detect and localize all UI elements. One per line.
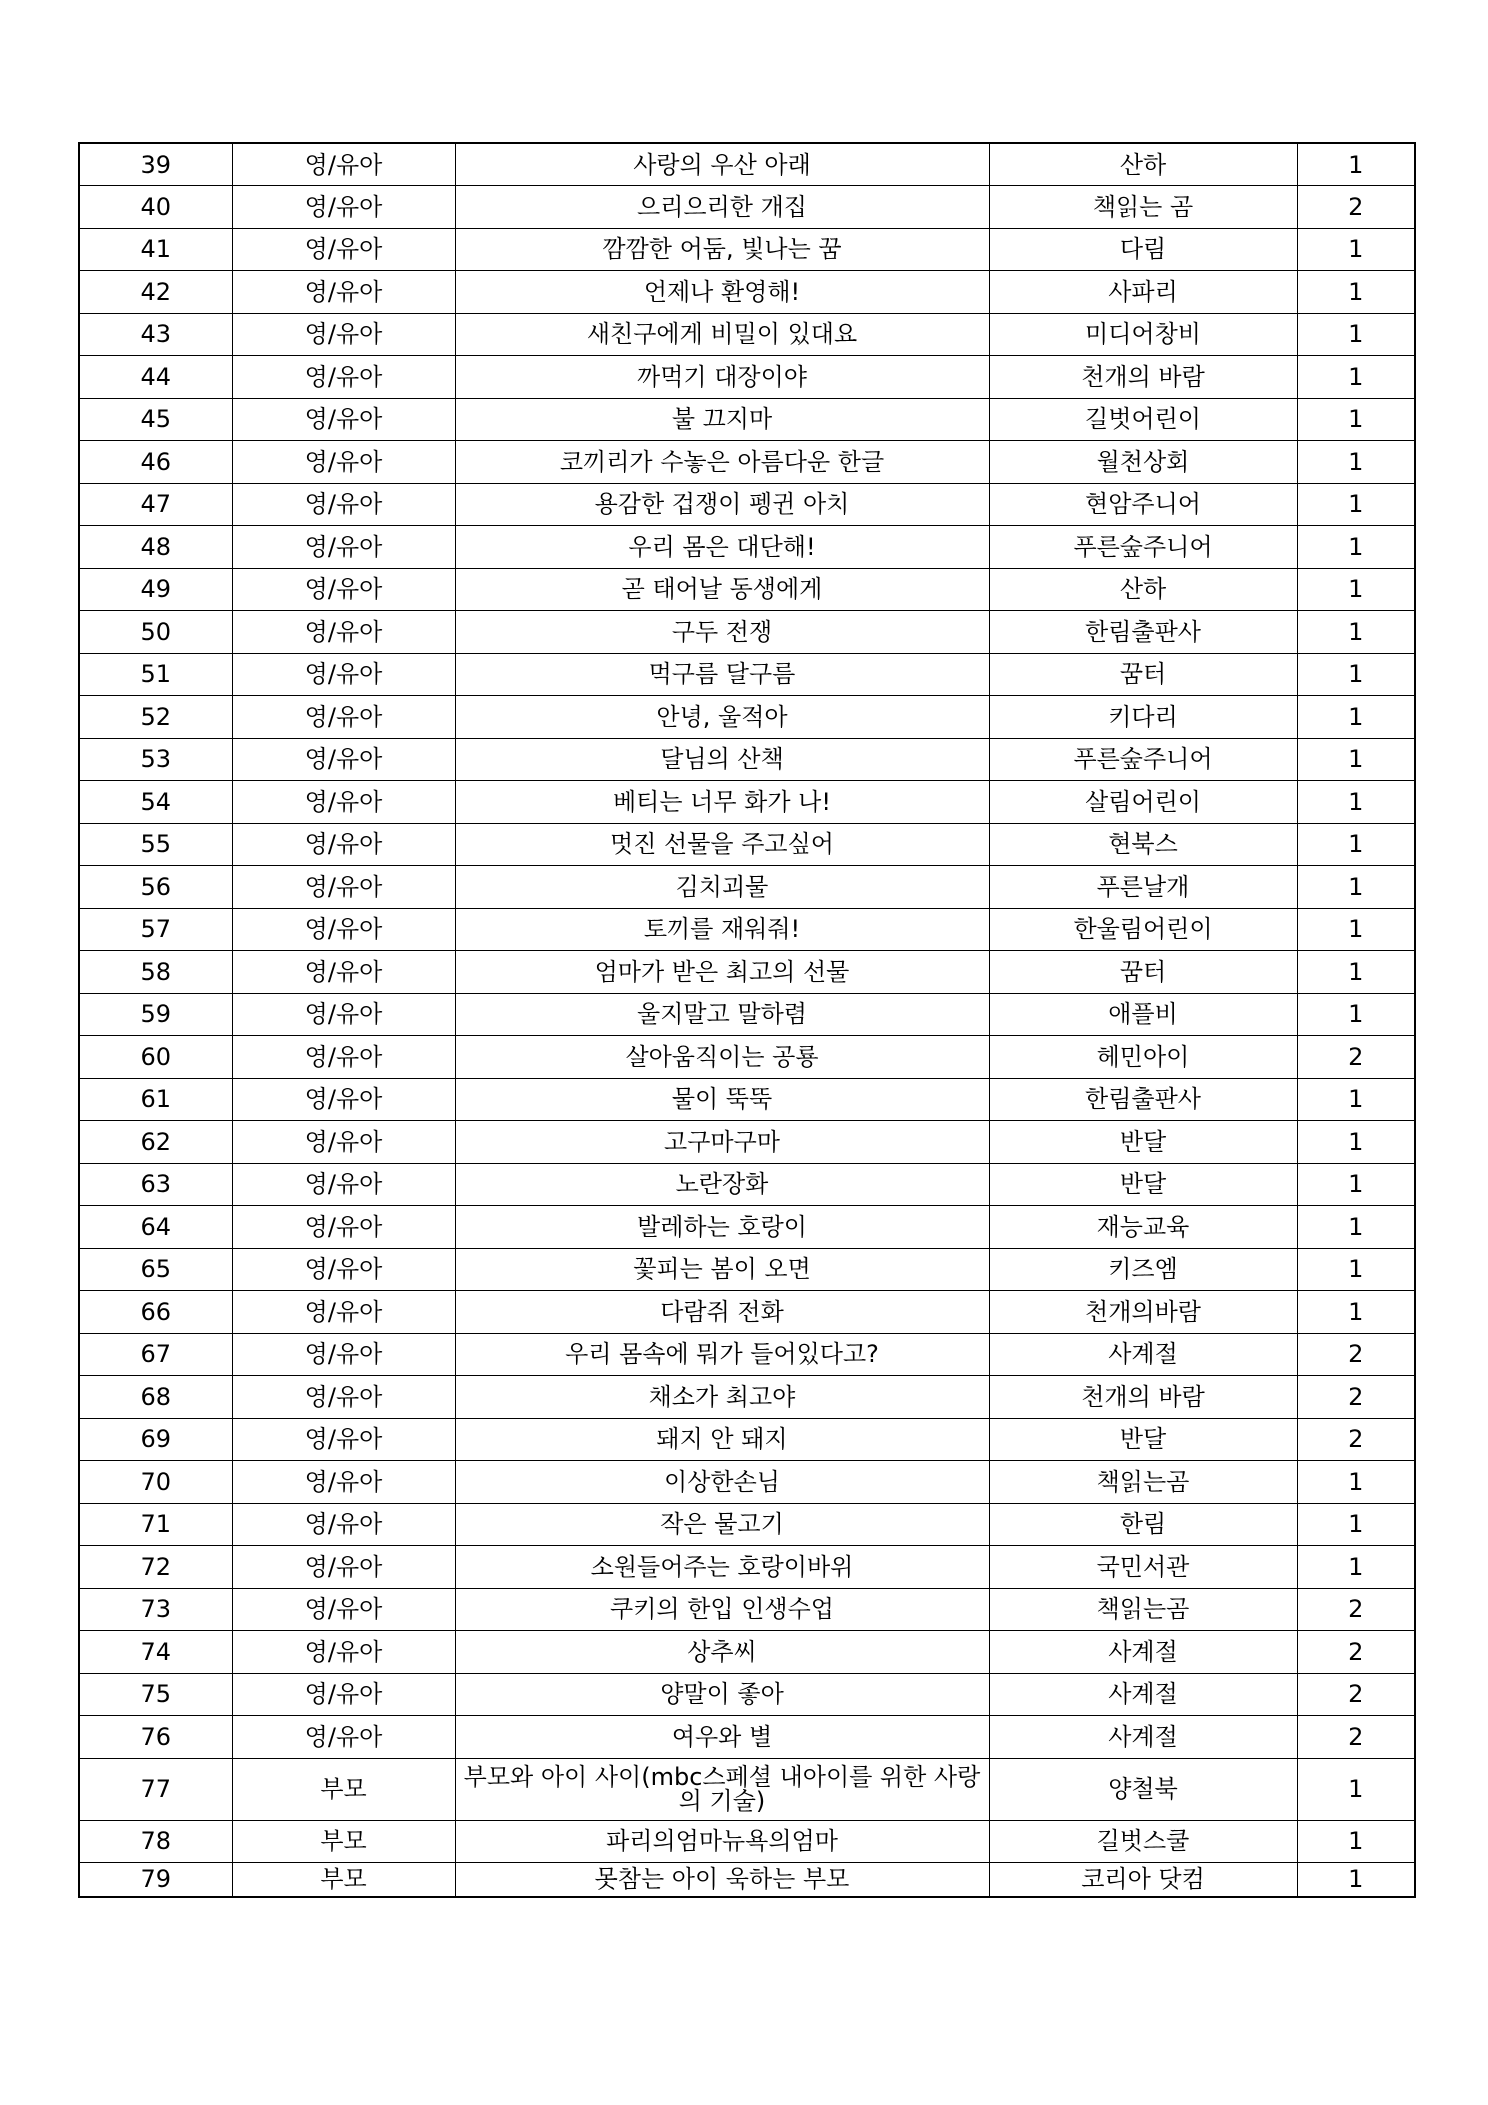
table-row	[79, 1376, 1415, 1419]
book-list-body	[79, 143, 1415, 1897]
table-row	[79, 951, 1415, 994]
quantity-cell: 1	[1297, 143, 1415, 186]
book-title-cell: 멋진 선물을 주고싶어	[455, 823, 989, 866]
quantity-cell: 1	[1297, 1546, 1415, 1589]
book-title-cell: 코끼리가 수놓은 아름다운 한글	[455, 441, 989, 484]
table-row	[79, 1631, 1415, 1674]
category-cell: 영/유아	[232, 1036, 455, 1079]
publisher-cell: 반달	[989, 1121, 1297, 1164]
row-number-cell: 62	[79, 1121, 232, 1164]
publisher-cell: 길벗스쿨	[989, 1820, 1297, 1863]
book-title-cell: 김치괴물	[455, 866, 989, 909]
table-row	[79, 781, 1415, 824]
row-number-cell: 64	[79, 1206, 232, 1249]
category-cell: 영/유아	[232, 611, 455, 654]
row-number-cell: 66	[79, 1291, 232, 1334]
book-title-cell: 토끼를 재워줘!	[455, 908, 989, 951]
table-row	[79, 1163, 1415, 1206]
category-cell: 영/유아	[232, 866, 455, 909]
category-cell: 영/유아	[232, 228, 455, 271]
publisher-cell: 애플비	[989, 993, 1297, 1036]
table-row	[79, 1291, 1415, 1334]
row-number-cell: 67	[79, 1333, 232, 1376]
publisher-cell: 다림	[989, 228, 1297, 271]
book-title-cell: 부모와 아이 사이(mbc스페셜 내아이를 위한 사랑의 기술)	[455, 1758, 989, 1820]
quantity-cell: 1	[1297, 696, 1415, 739]
category-cell: 영/유아	[232, 143, 455, 186]
row-number-cell: 61	[79, 1078, 232, 1121]
category-cell: 영/유아	[232, 483, 455, 526]
quantity-cell: 1	[1297, 1206, 1415, 1249]
publisher-cell: 재능교육	[989, 1206, 1297, 1249]
book-title-cell: 양말이 좋아	[455, 1673, 989, 1716]
row-number-cell: 69	[79, 1418, 232, 1461]
quantity-cell: 1	[1297, 1461, 1415, 1504]
publisher-cell: 헤민아이	[989, 1036, 1297, 1079]
quantity-cell: 1	[1297, 313, 1415, 356]
quantity-cell: 1	[1297, 1291, 1415, 1334]
category-cell: 영/유아	[232, 1121, 455, 1164]
book-title-cell: 고구마구마	[455, 1121, 989, 1164]
row-number-cell: 54	[79, 781, 232, 824]
quantity-cell: 1	[1297, 738, 1415, 781]
row-number-cell: 58	[79, 951, 232, 994]
quantity-cell: 2	[1297, 1673, 1415, 1716]
publisher-cell: 산하	[989, 143, 1297, 186]
category-cell: 부모	[232, 1863, 455, 1897]
row-number-cell: 40	[79, 186, 232, 229]
quantity-cell: 1	[1297, 866, 1415, 909]
book-title-cell: 엄마가 받은 최고의 선물	[455, 951, 989, 994]
book-title-cell: 채소가 최고야	[455, 1376, 989, 1419]
quantity-cell: 1	[1297, 398, 1415, 441]
table-row	[79, 1078, 1415, 1121]
book-title-cell: 구두 전쟁	[455, 611, 989, 654]
table-row	[79, 186, 1415, 229]
quantity-cell: 1	[1297, 1820, 1415, 1863]
quantity-cell: 1	[1297, 781, 1415, 824]
publisher-cell: 사계절	[989, 1673, 1297, 1716]
table-row	[79, 398, 1415, 441]
publisher-cell: 책읽는곰	[989, 1588, 1297, 1631]
category-cell: 영/유아	[232, 1248, 455, 1291]
category-cell: 영/유아	[232, 1078, 455, 1121]
table-row	[79, 1418, 1415, 1461]
table-row	[79, 611, 1415, 654]
book-title-cell: 돼지 안 돼지	[455, 1418, 989, 1461]
table-row	[79, 738, 1415, 781]
category-cell: 영/유아	[232, 441, 455, 484]
category-cell: 영/유아	[232, 1546, 455, 1589]
book-title-cell: 사랑의 우산 아래	[455, 143, 989, 186]
row-number-cell: 45	[79, 398, 232, 441]
category-cell: 영/유아	[232, 313, 455, 356]
row-number-cell: 63	[79, 1163, 232, 1206]
row-number-cell: 50	[79, 611, 232, 654]
quantity-cell: 1	[1297, 823, 1415, 866]
row-number-cell: 41	[79, 228, 232, 271]
table-row	[79, 1820, 1415, 1863]
quantity-cell: 1	[1297, 568, 1415, 611]
row-number-cell: 75	[79, 1673, 232, 1716]
quantity-cell: 2	[1297, 1631, 1415, 1674]
category-cell: 영/유아	[232, 1376, 455, 1419]
row-number-cell: 52	[79, 696, 232, 739]
row-number-cell: 70	[79, 1461, 232, 1504]
publisher-cell: 천개의 바람	[989, 1376, 1297, 1419]
book-title-cell: 불 끄지마	[455, 398, 989, 441]
category-cell: 영/유아	[232, 1588, 455, 1631]
quantity-cell: 1	[1297, 653, 1415, 696]
table-row	[79, 526, 1415, 569]
publisher-cell: 사계절	[989, 1631, 1297, 1674]
publisher-cell: 현북스	[989, 823, 1297, 866]
quantity-cell: 1	[1297, 993, 1415, 1036]
quantity-cell: 1	[1297, 1163, 1415, 1206]
table-row	[79, 483, 1415, 526]
quantity-cell: 2	[1297, 1333, 1415, 1376]
book-title-cell: 달님의 산책	[455, 738, 989, 781]
table-row	[79, 1588, 1415, 1631]
book-title-cell: 살아움직이는 공룡	[455, 1036, 989, 1079]
row-number-cell: 43	[79, 313, 232, 356]
quantity-cell: 1	[1297, 611, 1415, 654]
row-number-cell: 73	[79, 1588, 232, 1631]
book-title-cell: 용감한 겁쟁이 펭귄 아치	[455, 483, 989, 526]
category-cell: 영/유아	[232, 271, 455, 314]
category-cell: 영/유아	[232, 781, 455, 824]
publisher-cell: 천개의바람	[989, 1291, 1297, 1334]
category-cell: 부모	[232, 1820, 455, 1863]
table-row	[79, 1206, 1415, 1249]
category-cell: 영/유아	[232, 526, 455, 569]
publisher-cell: 꿈터	[989, 653, 1297, 696]
row-number-cell: 71	[79, 1503, 232, 1546]
row-number-cell: 59	[79, 993, 232, 1036]
row-number-cell: 46	[79, 441, 232, 484]
quantity-cell: 1	[1297, 1078, 1415, 1121]
table-row	[79, 1121, 1415, 1164]
table-row	[79, 653, 1415, 696]
table-row	[79, 866, 1415, 909]
quantity-cell: 1	[1297, 356, 1415, 399]
category-cell: 영/유아	[232, 186, 455, 229]
publisher-cell: 반달	[989, 1418, 1297, 1461]
quantity-cell: 1	[1297, 483, 1415, 526]
book-title-cell: 소원들어주는 호랑이바위	[455, 1546, 989, 1589]
book-title-cell: 까먹기 대장이야	[455, 356, 989, 399]
table-row	[79, 1673, 1415, 1716]
row-number-cell: 77	[79, 1758, 232, 1820]
quantity-cell: 1	[1297, 271, 1415, 314]
book-title-cell: 깜깜한 어둠, 빛나는 꿈	[455, 228, 989, 271]
book-title-cell: 물이 뚝뚝	[455, 1078, 989, 1121]
quantity-cell: 2	[1297, 1588, 1415, 1631]
quantity-cell: 1	[1297, 228, 1415, 271]
book-title-cell: 울지말고 말하렴	[455, 993, 989, 1036]
row-number-cell: 78	[79, 1820, 232, 1863]
category-cell: 영/유아	[232, 993, 455, 1036]
row-number-cell: 72	[79, 1546, 232, 1589]
table-row	[79, 568, 1415, 611]
book-title-cell: 베티는 너무 화가 나!	[455, 781, 989, 824]
row-number-cell: 60	[79, 1036, 232, 1079]
table-row	[79, 908, 1415, 951]
category-cell: 영/유아	[232, 1503, 455, 1546]
row-number-cell: 48	[79, 526, 232, 569]
table-row	[79, 356, 1415, 399]
row-number-cell: 56	[79, 866, 232, 909]
quantity-cell: 1	[1297, 1121, 1415, 1164]
row-number-cell: 57	[79, 908, 232, 951]
quantity-cell: 1	[1297, 1863, 1415, 1897]
book-title-cell: 파리의엄마뉴욕의엄마	[455, 1820, 989, 1863]
book-title-cell: 언제나 환영해!	[455, 271, 989, 314]
row-number-cell: 74	[79, 1631, 232, 1674]
book-title-cell: 못참는 아이 욱하는 부모	[455, 1863, 989, 1897]
quantity-cell: 2	[1297, 186, 1415, 229]
publisher-cell: 한림출판사	[989, 611, 1297, 654]
publisher-cell: 꿈터	[989, 951, 1297, 994]
row-number-cell: 39	[79, 143, 232, 186]
category-cell: 영/유아	[232, 823, 455, 866]
book-title-cell: 곧 태어날 동생에게	[455, 568, 989, 611]
publisher-cell: 한림	[989, 1503, 1297, 1546]
quantity-cell: 2	[1297, 1716, 1415, 1759]
book-title-cell: 새친구에게 비밀이 있대요	[455, 313, 989, 356]
table-row	[79, 1461, 1415, 1504]
row-number-cell: 49	[79, 568, 232, 611]
table-row	[79, 1546, 1415, 1589]
category-cell: 영/유아	[232, 1631, 455, 1674]
publisher-cell: 현암주니어	[989, 483, 1297, 526]
book-title-cell: 노란장화	[455, 1163, 989, 1206]
book-title-cell: 이상한손님	[455, 1461, 989, 1504]
book-title-cell: 쿠키의 한입 인생수업	[455, 1588, 989, 1631]
category-cell: 영/유아	[232, 1206, 455, 1249]
table-row	[79, 228, 1415, 271]
table-row	[79, 441, 1415, 484]
publisher-cell: 반달	[989, 1163, 1297, 1206]
table-row	[79, 1036, 1415, 1079]
row-number-cell: 51	[79, 653, 232, 696]
row-number-cell: 68	[79, 1376, 232, 1419]
table-row	[79, 313, 1415, 356]
quantity-cell: 1	[1297, 526, 1415, 569]
table-row	[79, 1248, 1415, 1291]
table-row	[79, 1863, 1415, 1897]
publisher-cell: 사계절	[989, 1716, 1297, 1759]
book-title-cell: 작은 물고기	[455, 1503, 989, 1546]
publisher-cell: 푸른숲주니어	[989, 738, 1297, 781]
publisher-cell: 사파리	[989, 271, 1297, 314]
table-row	[79, 1716, 1415, 1759]
category-cell: 영/유아	[232, 568, 455, 611]
table-row	[79, 696, 1415, 739]
row-number-cell: 79	[79, 1863, 232, 1897]
book-title-cell: 우리 몸속에 뭐가 들어있다고?	[455, 1333, 989, 1376]
quantity-cell: 2	[1297, 1418, 1415, 1461]
publisher-cell: 양철북	[989, 1758, 1297, 1820]
book-title-cell: 다람쥐 전화	[455, 1291, 989, 1334]
publisher-cell: 한림출판사	[989, 1078, 1297, 1121]
book-title-cell: 상추씨	[455, 1631, 989, 1674]
row-number-cell: 44	[79, 356, 232, 399]
category-cell: 영/유아	[232, 738, 455, 781]
category-cell: 영/유아	[232, 1461, 455, 1504]
publisher-cell: 책읽는곰	[989, 1461, 1297, 1504]
book-title-cell: 발레하는 호랑이	[455, 1206, 989, 1249]
publisher-cell: 코리아 닷컴	[989, 1863, 1297, 1897]
publisher-cell: 푸른날개	[989, 866, 1297, 909]
publisher-cell: 천개의 바람	[989, 356, 1297, 399]
publisher-cell: 책읽는 곰	[989, 186, 1297, 229]
publisher-cell: 한울림어린이	[989, 908, 1297, 951]
quantity-cell: 1	[1297, 951, 1415, 994]
quantity-cell: 1	[1297, 1503, 1415, 1546]
quantity-cell: 2	[1297, 1036, 1415, 1079]
publisher-cell: 사계절	[989, 1333, 1297, 1376]
table-row	[79, 823, 1415, 866]
book-title-cell: 여우와 별	[455, 1716, 989, 1759]
row-number-cell: 47	[79, 483, 232, 526]
table-row	[79, 1333, 1415, 1376]
category-cell: 영/유아	[232, 696, 455, 739]
publisher-cell: 길벗어린이	[989, 398, 1297, 441]
row-number-cell: 42	[79, 271, 232, 314]
table-row	[79, 993, 1415, 1036]
category-cell: 영/유아	[232, 1673, 455, 1716]
row-number-cell: 65	[79, 1248, 232, 1291]
book-title-cell: 꽃피는 봄이 오면	[455, 1248, 989, 1291]
category-cell: 영/유아	[232, 951, 455, 994]
category-cell: 영/유아	[232, 1333, 455, 1376]
publisher-cell: 국민서관	[989, 1546, 1297, 1589]
publisher-cell: 키다리	[989, 696, 1297, 739]
category-cell: 영/유아	[232, 1291, 455, 1334]
category-cell: 영/유아	[232, 1418, 455, 1461]
publisher-cell: 미디어창비	[989, 313, 1297, 356]
table-row	[79, 271, 1415, 314]
row-number-cell: 53	[79, 738, 232, 781]
table-row	[79, 143, 1415, 186]
row-number-cell: 76	[79, 1716, 232, 1759]
publisher-cell: 산하	[989, 568, 1297, 611]
publisher-cell: 푸른숲주니어	[989, 526, 1297, 569]
category-cell: 영/유아	[232, 398, 455, 441]
category-cell: 부모	[232, 1758, 455, 1820]
category-cell: 영/유아	[232, 1716, 455, 1759]
book-list-table	[78, 142, 1416, 1898]
quantity-cell: 1	[1297, 1758, 1415, 1820]
category-cell: 영/유아	[232, 356, 455, 399]
quantity-cell: 2	[1297, 1376, 1415, 1419]
publisher-cell: 키즈엠	[989, 1248, 1297, 1291]
category-cell: 영/유아	[232, 653, 455, 696]
publisher-cell: 살림어린이	[989, 781, 1297, 824]
category-cell: 영/유아	[232, 1163, 455, 1206]
category-cell: 영/유아	[232, 908, 455, 951]
publisher-cell: 월천상회	[989, 441, 1297, 484]
book-title-cell: 안녕, 울적아	[455, 696, 989, 739]
book-title-cell: 으리으리한 개집	[455, 186, 989, 229]
book-title-cell: 먹구름 달구름	[455, 653, 989, 696]
table-row	[79, 1503, 1415, 1546]
row-number-cell: 55	[79, 823, 232, 866]
quantity-cell: 1	[1297, 908, 1415, 951]
quantity-cell: 1	[1297, 1248, 1415, 1291]
book-title-cell: 우리 몸은 대단해!	[455, 526, 989, 569]
quantity-cell: 1	[1297, 441, 1415, 484]
table-row	[79, 1758, 1415, 1820]
